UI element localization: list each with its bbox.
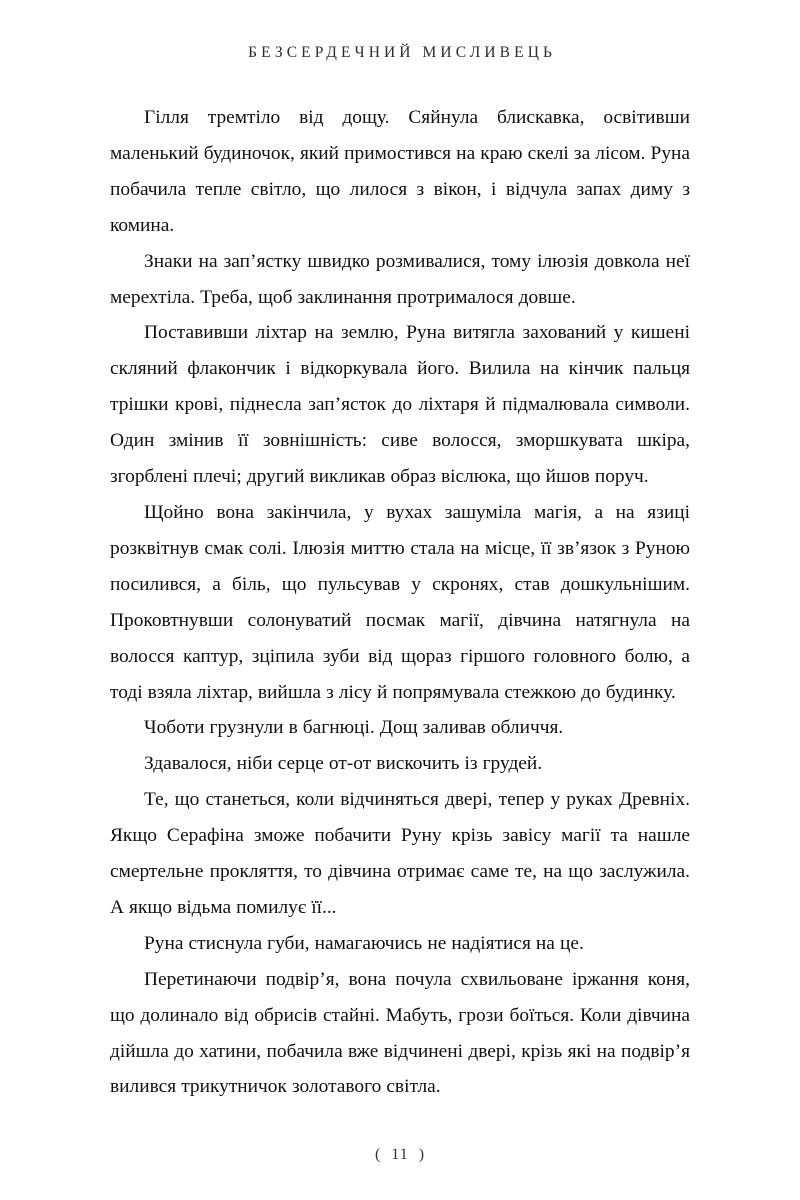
page-number-folio: ( 11 ) [374, 1146, 426, 1163]
paragraph: Чоботи грузнули в багнюці. Дощ заливав обличчя. [144, 717, 564, 739]
body-text-block [110, 100, 690, 1105]
paragraph: Поставивши ліхтар на землю, Руна витягла захований у кишені скляний флакончик і відкоркувала його. Вилила на кінчик пальця трішки крові, піднесла зап’ясток до ліхтаря й підмалювала символи. Один змінив її зовнішність: сиве волосся, зморшкувата шкіра, згорблені плечі; другий викликав образ віслюка, що йшов поруч. [110, 322, 690, 488]
paragraph: Руна стиснула губи, намагаючись не надіятися на це. [144, 932, 584, 954]
paragraph: Те, що станеться, коли відчиняться двері, тепер у руках Древніх. Якщо Серафіна зможе побачити Руну крізь завісу магії та нашле смертельне прокляття, то дівчина отримає саме те, на що заслужила. А якщо відьма помилує її... [110, 789, 690, 918]
paragraph: Гілля тремтіло від дощу. Сяйнула блискавка, освітивши маленький будиночок, який примостився на краю скелі за лісом. Руна побачила тепле світло, що лилося з вікон, і відчула запах диму з комина. [110, 107, 690, 236]
paragraph: Здавалося, ніби серце от-от вискочить із грудей. [144, 753, 543, 775]
paragraph: Щойно вона закінчила, у вухах зашуміла магія, а на язиці розквітнув смак солі. Ілюзія миттю стала на місце, її зв’язок з Руною посилився, а біль, що пульсував у скронях, став дошкульнішим. Проковтнувши солонуватий посмак магії, дівчина натягнула на волосся каптур, зціпила зуби від щораз гіршого головного болю, а тоді взяла ліхтар, вийшла з лісу й попрямувала стежкою до будинку. [110, 501, 690, 703]
paragraph: Знаки на зап’ястку швидко розмивалися, тому ілюзія довкола неї мерехтіла. Треба, щоб заклинання протрималося довше. [110, 250, 690, 308]
paragraph: Перетинаючи подвір’я, вона почула схвильоване іржання коня, що долинало від обрисів стайні. Мабуть, грози боїться. Коли дівчина дійшла до хатини, побачила вже відчинені двері, крізь які на подвір’я вилився трикутничок золотавого світла. [110, 968, 690, 1098]
running-head: БЕЗСЕРДЕЧНИЙ МИСЛИВЕЦЬ [248, 44, 556, 61]
